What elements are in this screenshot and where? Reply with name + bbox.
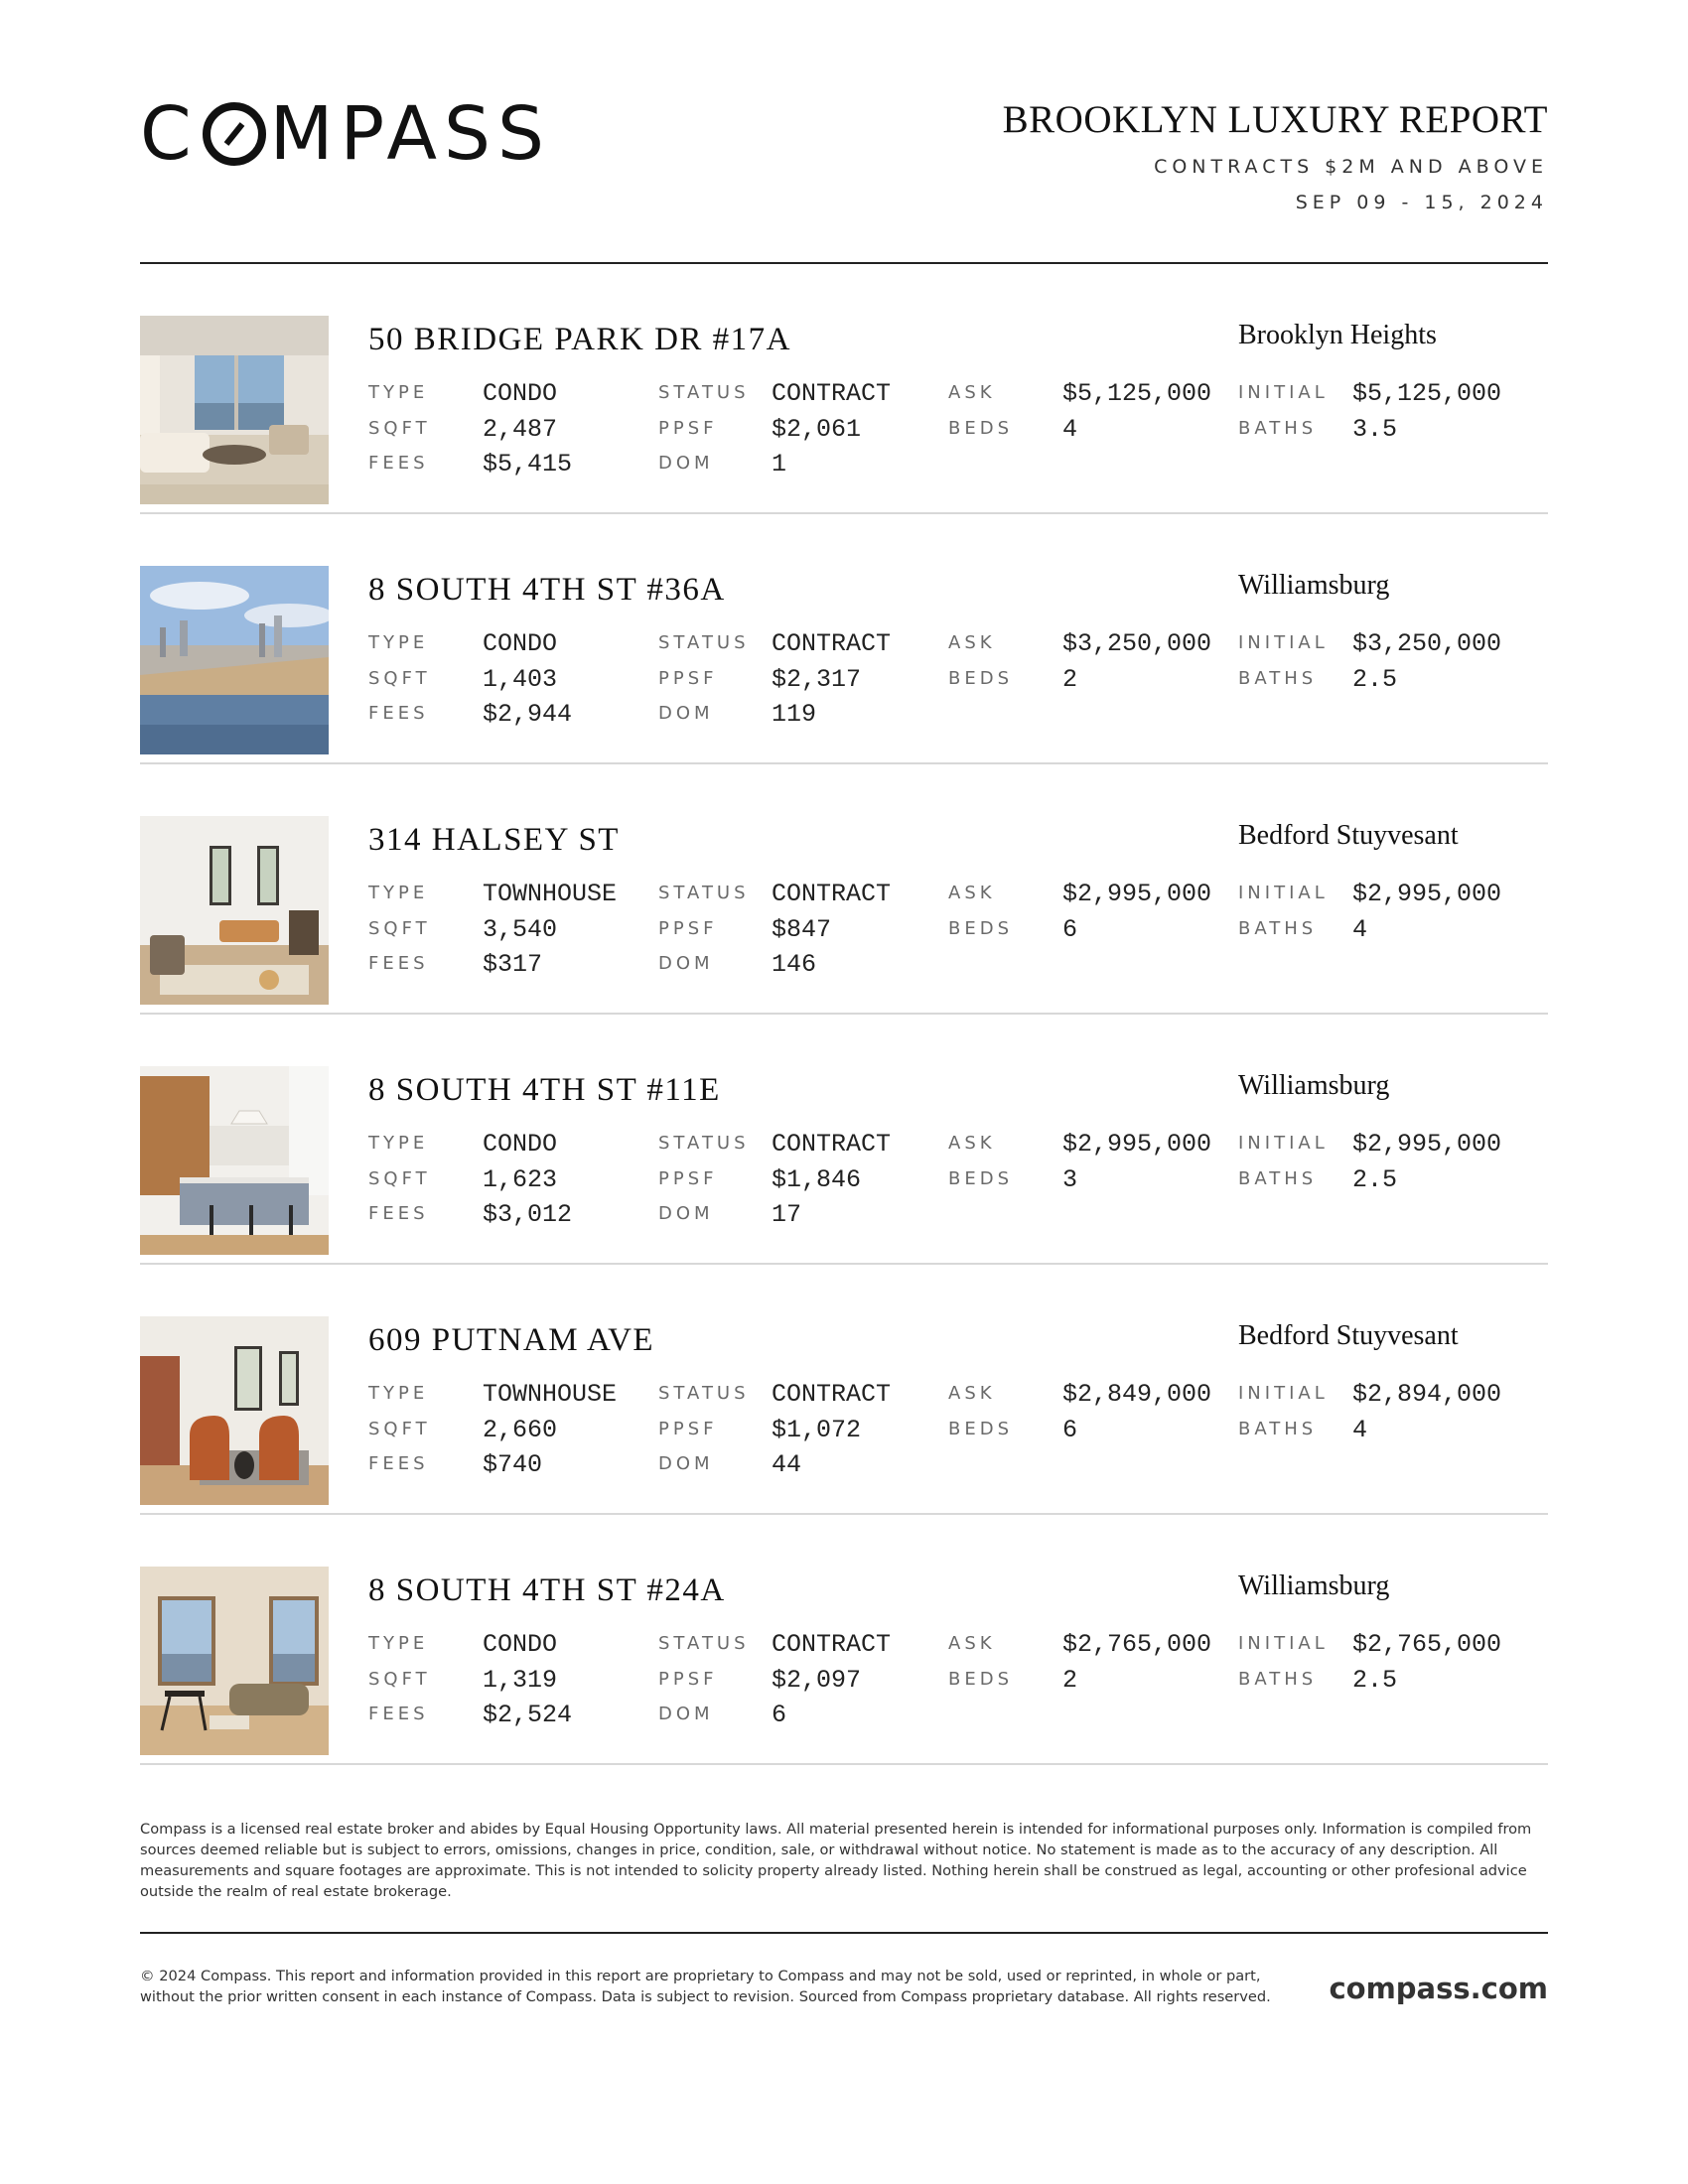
baths-label: BATHS	[1238, 1168, 1318, 1189]
sqft-label: SQFT	[368, 668, 431, 689]
type-label: TYPE	[368, 1133, 429, 1154]
beds-value: 2	[1062, 665, 1078, 694]
sqft-value: 1,623	[483, 1165, 558, 1194]
ppsf-label: PPSF	[658, 1669, 718, 1690]
ppsf-value: $2,097	[772, 1666, 862, 1695]
compass-wordmark: C MPASS	[140, 91, 551, 177]
type-value: CONDO	[483, 1630, 558, 1659]
dom-label: DOM	[658, 953, 714, 974]
parlor-photo	[140, 816, 329, 1005]
initial-label: INITIAL	[1238, 1633, 1329, 1654]
initial-label: INITIAL	[1238, 1383, 1329, 1404]
ask-value: $2,995,000	[1062, 1130, 1212, 1159]
ask-label: ASK	[948, 632, 996, 653]
initial-value: $2,995,000	[1352, 880, 1502, 908]
baths-label: BATHS	[1238, 418, 1318, 439]
report-header	[1003, 99, 1548, 213]
initial-label: INITIAL	[1238, 1133, 1329, 1154]
ask-label: ASK	[948, 883, 996, 903]
initial-value: $3,250,000	[1352, 629, 1502, 658]
ask-value: $2,849,000	[1062, 1380, 1212, 1409]
type-value: CONDO	[483, 379, 558, 408]
dom-value: 146	[772, 950, 817, 979]
listing-neighborhood: Williamsburg	[1238, 1070, 1390, 1101]
baths-value: 2.5	[1352, 1165, 1398, 1194]
fees-value: $5,415	[483, 450, 573, 478]
listing-row	[140, 1515, 1548, 1765]
listing-neighborhood: Williamsburg	[1238, 1570, 1390, 1601]
initial-value: $5,125,000	[1352, 379, 1502, 408]
initial-value: $2,765,000	[1352, 1630, 1502, 1659]
ask-label: ASK	[948, 1633, 996, 1654]
sqft-value: 3,540	[483, 915, 558, 944]
type-label: TYPE	[368, 1633, 429, 1654]
baths-label: BATHS	[1238, 1419, 1318, 1439]
dom-value: 119	[772, 700, 817, 729]
sqft-value: 1,403	[483, 665, 558, 694]
dom-label: DOM	[658, 1704, 714, 1724]
initial-value: $2,995,000	[1352, 1130, 1502, 1159]
status-value: CONTRACT	[772, 880, 892, 908]
skyline-photo	[140, 566, 329, 754]
ask-label: ASK	[948, 1133, 996, 1154]
listing-neighborhood: Bedford Stuyvesant	[1238, 820, 1459, 851]
dom-value: 44	[772, 1450, 802, 1479]
ppsf-label: PPSF	[658, 418, 718, 439]
dom-value: 6	[772, 1701, 787, 1729]
sqft-label: SQFT	[368, 1669, 431, 1690]
copyright-notice: © 2024 Compass. This report and information provided in this report are proprietary to Compass and may not be sold, used or reprinted, in whole or part, without the prior written consent in each instance of Compass. Data is subject to revision. Sourced from Compass proprietary database. All rights reserved.	[140, 1968, 1271, 2005]
dom-value: 1	[772, 450, 787, 478]
baths-value: 2.5	[1352, 1666, 1398, 1695]
ppsf-value: $2,061	[772, 415, 862, 444]
dom-label: DOM	[658, 453, 714, 474]
beds-label: BEDS	[948, 1669, 1014, 1690]
kitchen-photo	[140, 1066, 329, 1255]
fees-value: $3,012	[483, 1200, 573, 1229]
fees-label: FEES	[368, 1453, 429, 1474]
ppsf-value: $1,846	[772, 1165, 862, 1194]
type-label: TYPE	[368, 382, 429, 403]
baths-label: BATHS	[1238, 1669, 1318, 1690]
fees-label: FEES	[368, 1203, 429, 1224]
fees-label: FEES	[368, 1704, 429, 1724]
listing-neighborhood: Brooklyn Heights	[1238, 320, 1437, 350]
website-link[interactable]: compass.com	[1329, 1972, 1548, 2005]
sqft-label: SQFT	[368, 1419, 431, 1439]
status-value: CONTRACT	[772, 379, 892, 408]
type-label: TYPE	[368, 883, 429, 903]
initial-label: INITIAL	[1238, 632, 1329, 653]
ask-value: $2,765,000	[1062, 1630, 1212, 1659]
fees-value: $317	[483, 950, 543, 979]
type-value: CONDO	[483, 1130, 558, 1159]
beds-value: 3	[1062, 1165, 1078, 1194]
lounge-photo	[140, 1316, 329, 1505]
listing-address: 609 PUTNAM AVE	[368, 1322, 655, 1358]
listing-list	[140, 264, 1548, 1765]
compass-logo	[140, 91, 551, 177]
status-label: STATUS	[658, 382, 750, 403]
beds-value: 2	[1062, 1666, 1078, 1695]
type-label: TYPE	[368, 632, 429, 653]
ppsf-label: PPSF	[658, 668, 718, 689]
baths-value: 3.5	[1352, 415, 1398, 444]
sqft-value: 2,487	[483, 415, 558, 444]
listing-address: 8 SOUTH 4TH ST #11E	[368, 1072, 721, 1108]
listing-address: 8 SOUTH 4TH ST #36A	[368, 572, 726, 608]
ppsf-label: PPSF	[658, 1168, 718, 1189]
baths-value: 4	[1352, 1416, 1368, 1444]
ppsf-label: PPSF	[658, 1419, 718, 1439]
beds-label: BEDS	[948, 668, 1014, 689]
initial-label: INITIAL	[1238, 382, 1329, 403]
listing-address: 50 BRIDGE PARK DR #17A	[368, 322, 792, 357]
ask-label: ASK	[948, 382, 996, 403]
listing-neighborhood: Williamsburg	[1238, 570, 1390, 601]
baths-value: 4	[1352, 915, 1368, 944]
beds-label: BEDS	[948, 1419, 1014, 1439]
ask-label: ASK	[948, 1383, 996, 1404]
sqft-value: 2,660	[483, 1416, 558, 1444]
listing-address: 314 HALSEY ST	[368, 822, 620, 858]
beds-label: BEDS	[948, 1168, 1014, 1189]
beds-value: 6	[1062, 915, 1078, 944]
initial-label: INITIAL	[1238, 883, 1329, 903]
ppsf-value: $847	[772, 915, 832, 944]
report-date-range: SEP 09 - 15, 2024	[1295, 191, 1548, 213]
living-room-photo	[140, 316, 329, 504]
initial-value: $2,894,000	[1352, 1380, 1502, 1409]
ask-value: $2,995,000	[1062, 880, 1212, 908]
corner-window-photo	[140, 1567, 329, 1755]
dom-value: 17	[772, 1200, 802, 1229]
ppsf-value: $1,072	[772, 1416, 862, 1444]
listing-row	[140, 264, 1548, 514]
type-value: CONDO	[483, 629, 558, 658]
beds-value: 4	[1062, 415, 1078, 444]
baths-label: BATHS	[1238, 668, 1318, 689]
beds-label: BEDS	[948, 418, 1014, 439]
type-value: TOWNHOUSE	[483, 1380, 618, 1409]
compass-o-icon	[203, 102, 266, 166]
ask-value: $5,125,000	[1062, 379, 1212, 408]
report-title: BROOKLYN LUXURY REPORT	[1002, 98, 1548, 141]
listing-address: 8 SOUTH 4TH ST #24A	[368, 1572, 726, 1608]
status-value: CONTRACT	[772, 1380, 892, 1409]
ppsf-label: PPSF	[658, 918, 718, 939]
footer-divider	[140, 1932, 1548, 1934]
type-value: TOWNHOUSE	[483, 880, 618, 908]
status-label: STATUS	[658, 1633, 750, 1654]
beds-value: 6	[1062, 1416, 1078, 1444]
status-label: STATUS	[658, 632, 750, 653]
sqft-label: SQFT	[368, 1168, 431, 1189]
status-value: CONTRACT	[772, 1630, 892, 1659]
status-label: STATUS	[658, 883, 750, 903]
fees-value: $740	[483, 1450, 543, 1479]
ask-value: $3,250,000	[1062, 629, 1212, 658]
listing-row	[140, 764, 1548, 1015]
dom-label: DOM	[658, 703, 714, 724]
listing-row	[140, 1015, 1548, 1265]
sqft-label: SQFT	[368, 918, 431, 939]
fees-value: $2,524	[483, 1701, 573, 1729]
type-label: TYPE	[368, 1383, 429, 1404]
dom-label: DOM	[658, 1453, 714, 1474]
status-value: CONTRACT	[772, 1130, 892, 1159]
fees-label: FEES	[368, 703, 429, 724]
baths-value: 2.5	[1352, 665, 1398, 694]
listing-row	[140, 1265, 1548, 1515]
listing-neighborhood: Bedford Stuyvesant	[1238, 1320, 1459, 1351]
sqft-value: 1,319	[483, 1666, 558, 1695]
fees-label: FEES	[368, 953, 429, 974]
dom-label: DOM	[658, 1203, 714, 1224]
baths-label: BATHS	[1238, 918, 1318, 939]
fees-value: $2,944	[483, 700, 573, 729]
sqft-label: SQFT	[368, 418, 431, 439]
legal-disclaimer: Compass is a licensed real estate broker and abides by Equal Housing Opportunity laws. All material presented herein is intended for informational purposes only. Information is compiled from sources deemed reliable but is subject to errors, omissions, changes in price, condition, sale, or withdrawal without notice. No statement is made as to the accuracy of any description. All measurements and square footages are approximate. This is not intended to solicity property already listed. Nothing herein shall be construed as legal, accounting or other profesional advice outside the realm of real estate brokerage.	[140, 1821, 1532, 1900]
status-value: CONTRACT	[772, 629, 892, 658]
fees-label: FEES	[368, 453, 429, 474]
beds-label: BEDS	[948, 918, 1014, 939]
status-label: STATUS	[658, 1383, 750, 1404]
status-label: STATUS	[658, 1133, 750, 1154]
listing-row	[140, 514, 1548, 764]
report-subtitle: CONTRACTS $2M AND ABOVE	[1154, 155, 1548, 178]
ppsf-value: $2,317	[772, 665, 862, 694]
